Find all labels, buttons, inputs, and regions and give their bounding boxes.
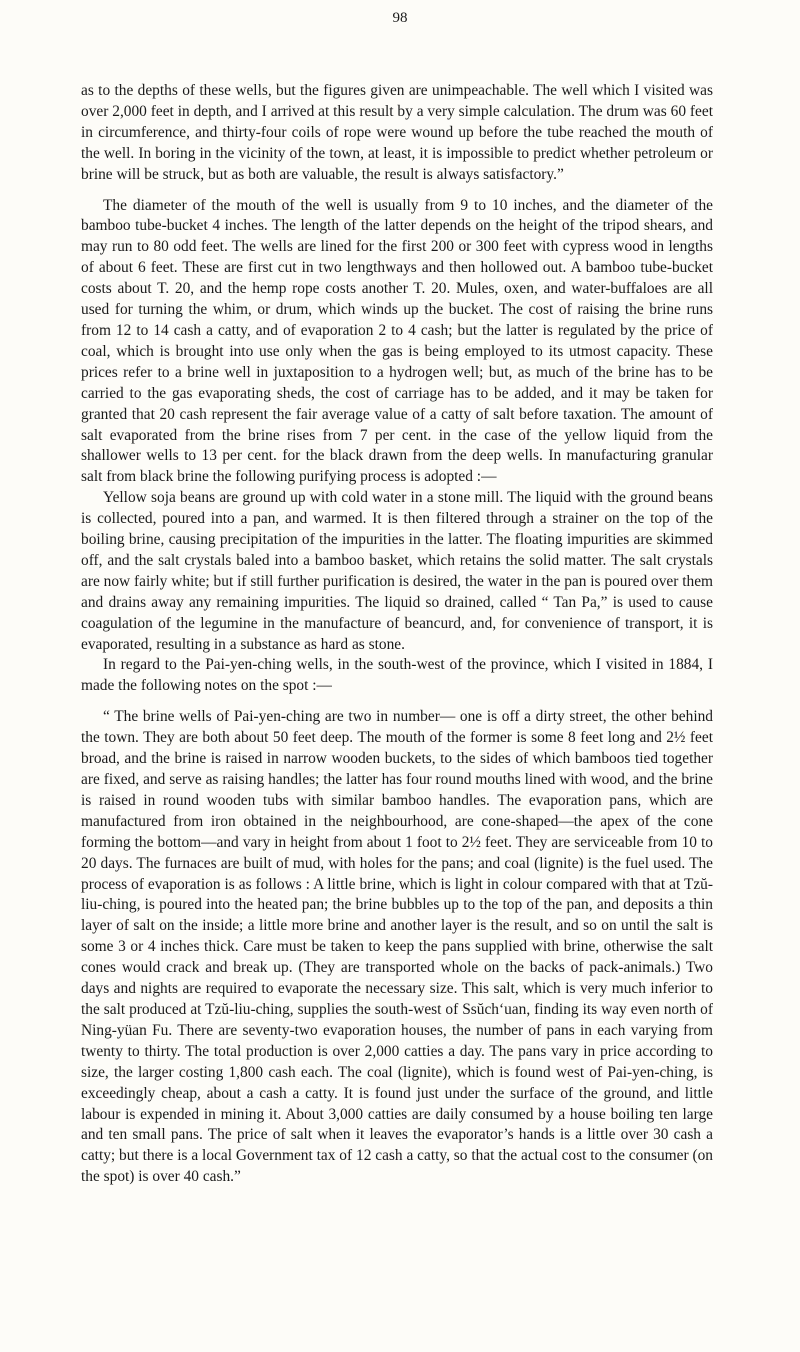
paragraph-pai-yen-ching-notes: “ The brine wells of Pai-yen-ching are two in number— one is off a dirty street, the other behind the town. They are both about 50 feet deep. The mouth of the former is some 8 feet long and 2½ feet broad, and the brine is raised in narrow wooden buckets, to the sides of which bamboos tied together are fixed, and serve as raising handles; the latter has four round mouths lined with wood, and the brine is raised in round wooden tubs with similar bamboo handles. The evaporation pans, which are manufactured from iron obtained in the neighbourhood, are cone-shaped—the apex of the cone forming the bottom—and vary in height from about 1 foot to 2½ feet. They are serviceable from 10 to 20 days. The furnaces are built of mud, with holes for the pans; and coal (lignite) is the fuel used. The process of evaporation is as follows : A little brine, which is light in colour compared with that at Tzŭ-liu-ching, is poured into the heated pan; the brine bubbles up to the top of the pan, and deposits a thin layer of salt on the inside; a little more brine and another layer is the result, and so on until the salt is some 3 or 4 inches thick. Care must be taken to keep the pans supplied with brine, otherwise the salt cones would crack and break up. (They are transported whole on the backs of pack-animals.) Two days and nights are required to evaporate the necessary size. This salt, which is very much inferior to the salt produced at Tzŭ-liu-ching, supplies the south-west of Ssŭch‘uan, finding its way even north of Ning-yüan Fu. There are seventy-two evaporation houses, the number of pans in each varying from twenty to thirty. The total production is over 2,000 catties a day. The pans vary in price according to size, the larger costing 1,800 cash each. The coal (lignite), which is found west of Pai-yen-ching, is exceedingly cheap, about a cash a catty. It is found just under the surface of the ground, and little labour is expended in mining it. About 3,000 catties are daily consumed by a house boiling ten large and ten small pans. The price of salt when it leaves the evaporator’s hands is a little over 30 cash a catty; but there is a local Government tax of 12 cash a catty, so that the actual cost to the consumer (on the spot) is over 40 cash.” [81, 708, 713, 1186]
paragraph-well-depth: as to the depths of these wells, but the figures given are unimpeachable. The well which I visited was over 2,000 feet in depth, and I arrived at this result by a very simple calculation. The drum was 60 feet in circumference, and thirty-four coils of rope were wound up before the tube reached the mouth of the well. In boring in the vicinity of the town, at least, it is impossible to predict whether petroleum or brine will be struck, but as both are valuable, the result is always satisfactory.” [81, 82, 713, 183]
page-number: 98 [392, 10, 408, 26]
paragraph-pai-yen-ching-intro: In regard to the Pai-yen-ching wells, in the south-west of the province, which I visited in 1884, I made the following notes on the spot :— [81, 656, 713, 695]
page-body [81, 81, 713, 1188]
paragraph-well-diameter-and-costs: The diameter of the mouth of the well is usually from 9 to 10 inches, and the diameter of the bamboo tube-bucket 4 inches. The length of the latter depends on the height of the tripod shears, and may run to 80 odd feet. The wells are lined for the first 200 or 300 feet with cypress wood in lengths of about 6 feet. These are first cut in two lengthways and then hollowed out. A bamboo tube-bucket costs about T. 20, and the hemp rope costs another T. 20. Mules, oxen, and water-buffaloes are all used for turning the whim, or drum, which winds up the bucket. The cost of raising the brine runs from 12 to 14 cash a catty, and of evaporation 2 to 4 cash; but the latter is regulated by the price of coal, which is brought into use only when the gas is being employed to its utmost capacity. These prices refer to a brine well in juxtaposition to a hydrogen well; but, as much of the brine has to be carried to the gas evaporating sheds, the cost of carriage has to be added, and it may be taken for granted that 20 cash represent the fair average value of a catty of salt before taxation. The amount of salt evaporated from the brine rises from 7 per cent. in the case of the yellow liquid from the shallower wells to 13 per cent. for the black drawn from the deep wells. In manufacturing granular salt from black brine the following purifying process is adopted :— [81, 196, 713, 486]
paragraph-purification-process: Yellow soja beans are ground up with cold water in a stone mill. The liquid with the ground beans is collected, poured into a pan, and warmed. It is then filtered through a strainer on the top of the boiling brine, causing precipitation of the impurities in the latter. The floating impurities are skimmed off, and the salt crystals baled into a bamboo basket, which retains the solid matter. The salt crystals are now fairly white; but if still further purification is desired, the water in the pan is poured over them and drains away any remaining impurities. The liquid so drained, called “ Tan Pa,” is used to cause coagulation of the legumine in the manufacture of beancurd, and, for convenience of transport, it is evaporated, resulting in a substance as hard as stone. [81, 489, 713, 653]
